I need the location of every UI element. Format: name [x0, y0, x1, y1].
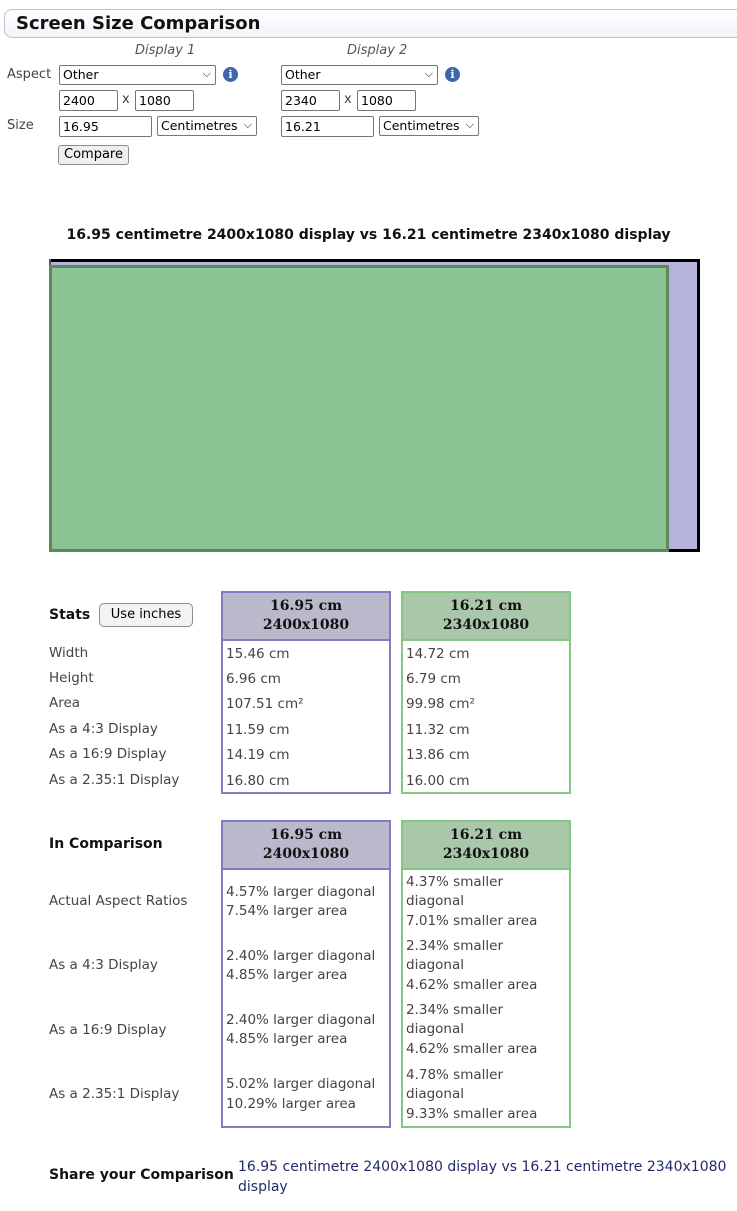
stats-display1-header	[223, 593, 389, 641]
stats-display1-table	[221, 591, 391, 794]
aspect-label: Aspect	[7, 67, 52, 82]
comparison-value: 2.34% smaller	[406, 938, 503, 954]
header-resolution: 2340x1080	[442, 617, 530, 633]
display1-resolution-width[interactable]: 2400	[59, 90, 118, 111]
comparison-display2-table	[401, 820, 571, 1128]
comparison-value: 4.62% smaller area	[406, 977, 538, 993]
compare-button[interactable]: Compare	[58, 145, 129, 165]
stat-value: 6.79 cm	[406, 671, 461, 687]
stat-value: 14.72 cm	[406, 646, 470, 662]
resolution-separator: x	[344, 92, 352, 107]
comparison-value: diagonal	[406, 1021, 465, 1037]
display2-resolution-height[interactable]: 1080	[357, 90, 416, 111]
comparison-title: 16.95 centimetre 2400x1080 display vs 16.21 centimetre 2340x1080 display	[66, 227, 671, 243]
display1-aspect-value: Other	[63, 67, 99, 82]
stat-value: 14.19 cm	[226, 747, 290, 763]
stat-row-label: Height	[49, 670, 94, 686]
info-icon[interactable]: i	[445, 67, 460, 82]
comparison-value: 4.78% smaller	[406, 1067, 503, 1083]
comparison-display1-table	[221, 820, 391, 1128]
comparison-value: diagonal	[406, 957, 465, 973]
comparison-row-label: As a 2.35:1 Display	[49, 1086, 180, 1102]
header-resolution: 2340x1080	[442, 846, 530, 862]
comparison-value: 4.37% smaller	[406, 874, 503, 890]
chevron-down-icon: ⌵	[465, 118, 474, 131]
stat-row-label: As a 16:9 Display	[49, 746, 167, 762]
display2-resolution-width[interactable]: 2340	[281, 90, 340, 111]
stat-value: 16.00 cm	[406, 773, 470, 789]
info-icon[interactable]: i	[223, 67, 238, 82]
display2-unit-select[interactable]	[379, 116, 479, 136]
use-inches-button[interactable]: Use inches	[99, 603, 193, 627]
comparison-value: 2.40% larger diagonal	[226, 1012, 376, 1028]
comparison-value: 4.57% larger diagonal	[226, 884, 376, 900]
page-header	[4, 9, 737, 38]
display1-size-input[interactable]: 16.95	[59, 116, 152, 137]
display1-aspect-select[interactable]	[59, 65, 216, 85]
stats-display2-header	[403, 593, 569, 641]
stat-row-label: Area	[49, 695, 81, 711]
share-link[interactable]: 16.95 centimetre 2400x1080 display vs 16.21 centimetre 2340x1080 display	[238, 1159, 727, 1195]
size-label: Size	[7, 118, 34, 133]
stat-row-label: As a 2.35:1 Display	[49, 772, 180, 788]
display2-aspect-select[interactable]	[281, 65, 438, 85]
display2-size-input[interactable]: 16.21	[281, 116, 374, 137]
comparison-display1-header	[223, 822, 389, 870]
comparison-value: 5.02% larger diagonal	[226, 1076, 376, 1092]
comparison-value: 2.34% smaller	[406, 1002, 503, 1018]
display1-heading: Display 1	[135, 43, 196, 58]
comparison-value: diagonal	[406, 1086, 465, 1102]
comparison-row-label: As a 4:3 Display	[49, 957, 158, 973]
stat-value: 13.86 cm	[406, 747, 470, 763]
stats-display2-table	[401, 591, 571, 794]
share-label: Share your Comparison	[49, 1167, 234, 1183]
header-resolution: 2400x1080	[262, 617, 350, 633]
header-size: 16.95 cm	[269, 827, 343, 843]
comparison-value: 9.33% smaller area	[406, 1106, 538, 1122]
stat-value: 11.59 cm	[226, 722, 290, 738]
header-size: 16.95 cm	[269, 598, 343, 614]
stat-value: 15.46 cm	[226, 646, 290, 662]
stat-value: 16.80 cm	[226, 773, 290, 789]
header-size: 16.21 cm	[449, 827, 523, 843]
display2-aspect-value: Other	[285, 67, 321, 82]
stats-heading: Stats	[49, 607, 91, 623]
resolution-separator: x	[122, 92, 130, 107]
comparison-value: 7.54% larger area	[226, 903, 348, 919]
comparison-row-label: As a 16:9 Display	[49, 1022, 167, 1038]
display1-unit-select[interactable]	[157, 116, 257, 136]
header-resolution: 2400x1080	[262, 846, 350, 862]
chevron-down-icon: ⌵	[243, 118, 252, 131]
display2-unit-value: Centimetres	[383, 118, 460, 133]
stat-row-label: Width	[49, 645, 89, 661]
stat-row-label: As a 4:3 Display	[49, 721, 158, 737]
display1-unit-value: Centimetres	[161, 118, 238, 133]
chevron-down-icon: ⌵	[202, 67, 211, 80]
page-title: Screen Size Comparison	[16, 13, 261, 34]
comparison-row-label: Actual Aspect Ratios	[49, 893, 188, 909]
comparison-value: 10.29% larger area	[226, 1096, 356, 1112]
comparison-value: diagonal	[406, 893, 465, 909]
display2-outline	[49, 265, 669, 552]
chevron-down-icon: ⌵	[424, 67, 433, 80]
stat-value: 6.96 cm	[226, 671, 281, 687]
comparison-display2-header	[403, 822, 569, 870]
header-size: 16.21 cm	[449, 598, 523, 614]
display2-heading: Display 2	[347, 43, 408, 58]
comparison-value: 4.85% larger area	[226, 967, 348, 983]
comparison-value: 4.85% larger area	[226, 1031, 348, 1047]
comparison-value: 7.01% smaller area	[406, 913, 538, 929]
display1-resolution-height[interactable]: 1080	[135, 90, 194, 111]
stat-value: 107.51 cm²	[226, 696, 304, 712]
comparison-value: 4.62% smaller area	[406, 1041, 538, 1057]
stat-value: 99.98 cm²	[406, 696, 475, 712]
comparison-value: 2.40% larger diagonal	[226, 948, 376, 964]
in-comparison-heading: In Comparison	[49, 836, 163, 852]
stat-value: 11.32 cm	[406, 722, 470, 738]
